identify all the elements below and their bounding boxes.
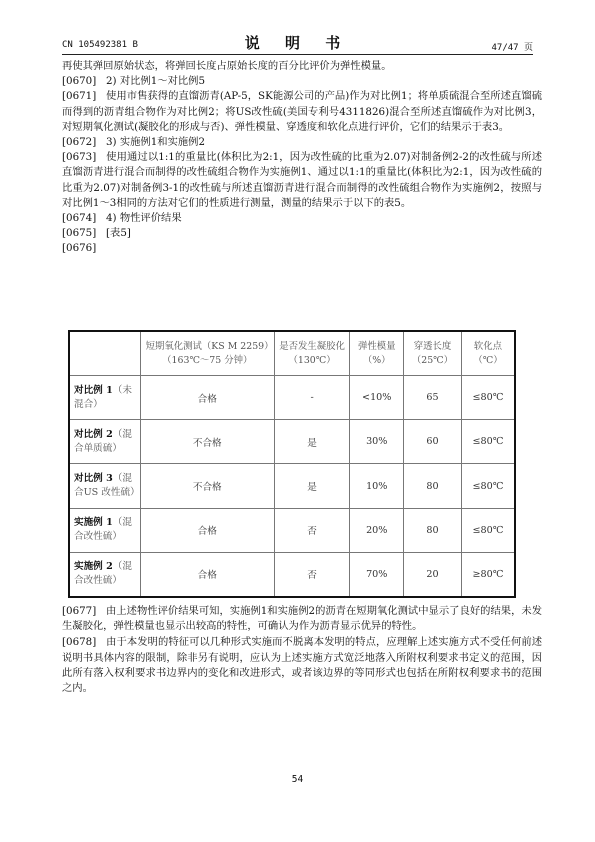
patent-number: CN 105492381 B — [62, 40, 138, 50]
table-cell: 70% — [350, 552, 404, 597]
row-label-bold: 实施例 1 — [74, 517, 113, 529]
row-label — [69, 552, 140, 597]
table-cell: ≥80℃ — [461, 552, 515, 597]
row-label — [69, 376, 140, 420]
row-label-bold: 实施例 2 — [74, 561, 113, 573]
table-cell: 否 — [274, 552, 350, 597]
row-label-bold: 对比例 3 — [74, 473, 113, 485]
results-table-wrapper — [68, 330, 516, 598]
table-cell: 65 — [403, 376, 461, 420]
header-divider — [62, 54, 533, 55]
paragraph-text: 3) 实施例1和实施例2 — [106, 136, 206, 149]
paragraph-text: 使用市售获得的直馏沥青(AP-5，SK能源公司的产品)作为对比例1；将单质硫混合至所述直馏硫而得到的沥青组合物作为对比例2；将US改性硫(美国专利号4311826)混合至所述直馏硫作为对比例3，对短期氧化测试(凝胶化的形成与否)、弹性模量、穿透度和软化点进行评价，它们的结果示于表3。 — [62, 90, 542, 133]
table-cell: 不合格 — [140, 464, 274, 508]
table-row — [69, 552, 515, 597]
table-header-cell: 是否发生凝胶化（130℃） — [274, 331, 350, 376]
row-label — [69, 464, 140, 508]
paragraph-text: 4) 物性评价结果 — [106, 212, 182, 225]
table-cell: 20% — [350, 508, 404, 552]
table-header-cell: 软化点（℃） — [461, 331, 515, 376]
paragraph-number: [0670] — [62, 75, 97, 88]
results-table — [68, 330, 516, 598]
row-label-bold: 对比例 1 — [74, 384, 113, 396]
paragraph — [62, 604, 542, 634]
table-cell: 是 — [274, 464, 350, 508]
table-cell: ≤80℃ — [461, 464, 515, 508]
paragraph-text: 由于本发明的特征可以几种形式实施而不脱离本发明的特点，应理解上述实施方式不受任何前述说明书具体内容的限制，除非另有说明，应认为上述实施方式宽泛地落入所附权利要求书定义的范围，因此所有落入权利要求书边界内的变化和改进形式，或者该边界的等同形式也包括在所附权利要求书的范围之内。 — [62, 636, 542, 695]
paragraph — [62, 89, 542, 135]
table-cell: 30% — [350, 420, 404, 464]
page-header — [62, 28, 533, 52]
table-row — [69, 464, 515, 508]
paragraph-number: [0678] — [62, 636, 97, 649]
paragraph-number: [0677] — [62, 605, 97, 617]
row-label-rest: （未混合） — [74, 384, 132, 410]
paragraph — [62, 241, 542, 256]
paragraph-number: [0671] — [62, 90, 97, 103]
body-bottom — [62, 604, 542, 697]
table-row — [69, 376, 515, 420]
table-cell: 是 — [274, 420, 350, 464]
paragraph-text: 再使其弹回原始状态，将弹回长度占原始长度的百分比评价为弹性模量。 — [62, 60, 392, 72]
table-cell: ≤80℃ — [461, 508, 515, 552]
paragraph-number: [0675] — [62, 227, 97, 240]
table-cell: 10% — [350, 464, 404, 508]
paragraph — [62, 635, 542, 696]
paragraph-number: [0674] — [62, 212, 97, 225]
row-label-rest: （混合US 改性硫） — [74, 473, 140, 499]
row-label-rest: （混合改性硫） — [74, 517, 132, 543]
table-header-cell — [69, 331, 140, 376]
paragraph — [62, 150, 542, 211]
paragraph-text: 使用通过以1:1的重量比(体积比为2:1，因为改性硫的比重为2.07)对制备例2-2的改性硫与所述直馏沥青进行混合而制得的改性硫组合物作为实施例1、通过以1:1的重量比(体积比为2:1，因为改性硫的比重为2.07)对制备例3-1的改性硫与所述直馏沥青进行混合而制得的改性硫组合物作为实施例2，按照与对比例1～3相同的方法对它们的性质进行测量，测量的结果示于以下的表5。 — [62, 151, 542, 209]
paragraph — [62, 226, 542, 241]
page-counter: 47/47 页 — [491, 43, 533, 53]
paragraph — [62, 74, 542, 89]
row-label-rest: （混合单质硫） — [74, 428, 132, 454]
document-title: 说 明 书 — [244, 34, 351, 52]
paragraph-number: [0676] — [62, 242, 97, 255]
table-cell: 80 — [403, 508, 461, 552]
table-header-row — [69, 331, 515, 376]
table-header-cell: 穿透长度（25℃） — [403, 331, 461, 376]
paragraph-text: 2) 对比例1～对比例5 — [106, 75, 206, 88]
paragraph — [62, 135, 542, 150]
row-label-bold: 对比例 2 — [74, 428, 113, 440]
paragraph-text: 由上述物性评价结果可知，实施例1和实施例2的沥青在短期氧化测试中显示了良好的结果，未发生凝胶化，弹性模量也显示出较高的特性，可确认为作为沥青显示优异的特性。 — [62, 605, 542, 633]
table-cell: 合格 — [140, 508, 274, 552]
paragraph — [62, 211, 542, 226]
paragraph-number: [0672] — [62, 136, 97, 149]
table-cell: 合格 — [140, 552, 274, 597]
body-top — [62, 59, 542, 257]
table-row — [69, 420, 515, 464]
table-cell: 否 — [274, 508, 350, 552]
table-row — [69, 508, 515, 552]
table-cell: 80 — [403, 464, 461, 508]
paragraph — [62, 59, 542, 74]
table-cell: - — [274, 376, 350, 420]
row-label-rest: （混合改性硫） — [74, 561, 132, 587]
row-label — [69, 420, 140, 464]
table-cell: ≤80℃ — [461, 376, 515, 420]
table-cell: <10% — [350, 376, 404, 420]
table-cell: 不合格 — [140, 420, 274, 464]
table-header-cell: 短期氧化测试（KS M 2259）（163℃～75 分钟） — [140, 331, 274, 376]
page-number: 54 — [291, 774, 304, 785]
table-cell: ≤80℃ — [461, 420, 515, 464]
table-cell: 60 — [403, 420, 461, 464]
table-header-cell: 弹性模量（%） — [350, 331, 404, 376]
paragraph-number: [0673] — [62, 151, 97, 164]
table-cell: 合格 — [140, 376, 274, 420]
paragraph-text: [表5] — [106, 227, 131, 240]
table-cell: 20 — [403, 552, 461, 597]
row-label — [69, 508, 140, 552]
